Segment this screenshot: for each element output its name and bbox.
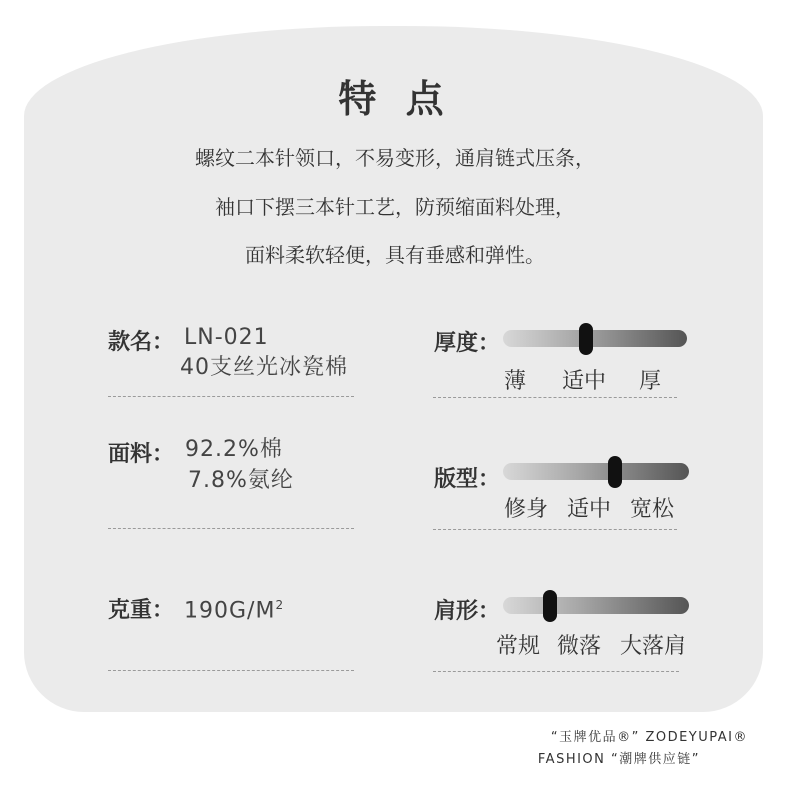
style-name-code: LN-021 xyxy=(184,325,269,350)
shoulder-slider-track[interactable] xyxy=(503,597,689,614)
fit-option-slim: 修身 xyxy=(504,497,549,522)
fabric-label: 面料： xyxy=(108,442,175,467)
divider xyxy=(433,397,677,398)
thickness-slider-track[interactable] xyxy=(503,330,687,347)
thickness-slider-knob[interactable] xyxy=(579,323,593,355)
description-line-1: 螺纹二本针领口，不易变形，通肩链式压条， xyxy=(195,146,595,170)
thickness-option-medium: 适中 xyxy=(562,369,607,394)
shoulder-label: 肩形： xyxy=(434,599,501,624)
description-line-2: 袖口下摆三本针工艺，防预缩面料处理， xyxy=(215,195,575,219)
fit-label: 版型： xyxy=(434,467,501,492)
thickness-option-thin: 薄 xyxy=(504,369,527,394)
weight-number: 190G/M xyxy=(184,598,276,624)
thickness-option-thick: 厚 xyxy=(639,369,662,394)
shoulder-option-regular: 常规 xyxy=(496,634,541,659)
fit-slider-track[interactable] xyxy=(503,463,689,480)
weight-label: 克重： xyxy=(108,598,175,623)
brand-line-2: FASHION “潮牌供应链” xyxy=(537,752,700,767)
divider xyxy=(108,528,354,529)
divider xyxy=(108,670,354,671)
fabric-spandex: 7.8%氨纶 xyxy=(188,468,294,493)
thickness-label: 厚度： xyxy=(434,331,501,356)
style-name-material: 40支丝光冰瓷棉 xyxy=(180,355,348,380)
page-title: 特 点 xyxy=(338,77,452,121)
weight-superscript: 2 xyxy=(275,598,285,612)
shoulder-slider-knob[interactable] xyxy=(543,590,557,622)
fit-option-regular: 适中 xyxy=(567,497,612,522)
shoulder-option-slight-drop: 微落 xyxy=(557,634,602,659)
fit-option-loose: 宽松 xyxy=(630,497,675,522)
divider xyxy=(108,396,354,397)
fit-slider-knob[interactable] xyxy=(608,456,622,488)
fabric-cotton: 92.2%棉 xyxy=(185,437,283,462)
brand-line-1: “玉牌优品®” ZODEYUPAI® xyxy=(550,730,748,745)
divider xyxy=(433,529,677,530)
weight-value xyxy=(184,590,284,626)
description-line-3: 面料柔软轻便，具有垂感和弹性。 xyxy=(245,243,545,267)
style-name-label: 款名： xyxy=(108,330,175,355)
divider xyxy=(433,671,679,672)
shoulder-option-drop: 大落肩 xyxy=(620,634,687,659)
